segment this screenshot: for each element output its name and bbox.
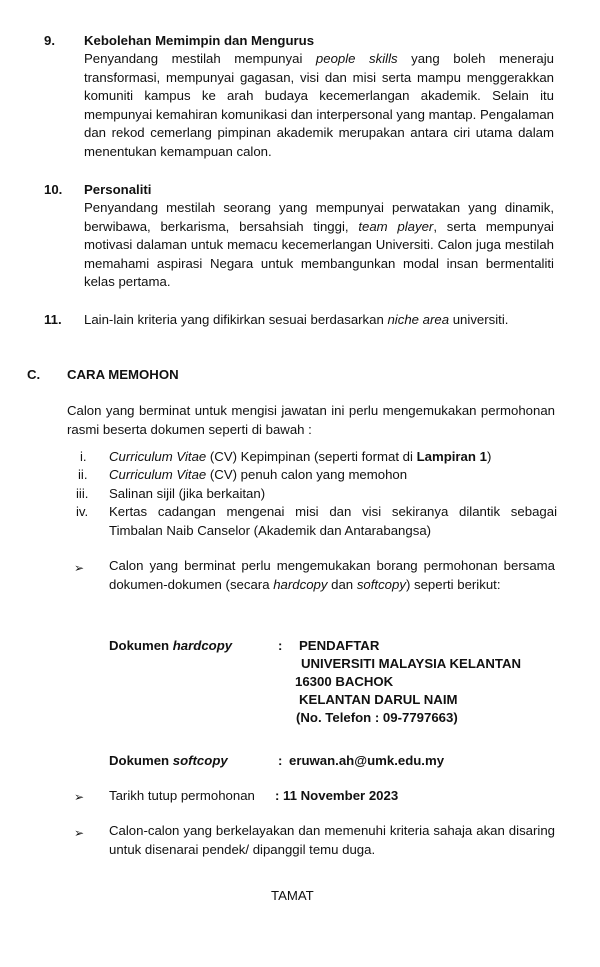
hardcopy-label [109, 637, 232, 656]
shortlist-note: Calon-calon yang berkelayakan dan memenuhi kriteria sahaja akan disaring untuk disenarai pendek/ dipanggil temu duga. [109, 823, 555, 857]
hardcopy-colon: : [278, 638, 283, 653]
doc-item-2-text: Curriculum Vitae (CV) penuh calon yang memohon [109, 467, 408, 482]
item-10-number: 10. [44, 182, 63, 197]
hardcopy-label-prefix: Dokumen [109, 638, 173, 653]
item-11-text: Lain-lain kriteria yang difikirkan sesuai berdasarkan niche area universiti. [84, 312, 509, 327]
documents-list [0, 448, 600, 538]
doc-item-4-text: Kertas cadangan mengenai misi dan visi sekiranya dilantik sebagai Timbalan Naib Canselor (Akademik dan Antarabangsa) [109, 504, 557, 538]
softcopy-label [109, 752, 228, 771]
closing-date-value: : 11 November 2023 [275, 788, 399, 803]
softcopy-colon: : [278, 753, 283, 768]
doc-item-1-text: Curriculum Vitae (CV) Kepimpinan (seperti format di Lampiran 1) [109, 449, 492, 464]
doc-item-4-roman: iv. [76, 504, 89, 519]
address-line-5: (No. Telefon : 09-7797663) [296, 710, 458, 725]
item-9-paragraph: Penyandang mestilah mempunyai people skills yang boleh meneraju transformasi, mempunyai gagasan, visi dan misi serta mampu menggerakkan komuniti kampus ke arah budaya kecemerlangan akademik. Selain itu mempunyai kemahiran komunikasi dan interpersonal yang mantap. Pengalaman dan rekod cemerlang pimpinan akademik merupakan antara ciri utama dalam menentukan kemampuan calon. [84, 51, 555, 159]
address-line-3: 16300 BACHOK [295, 674, 394, 689]
item-9-title: Kebolehan Memimpin dan Mengurus [84, 33, 315, 48]
address-line-4: KELANTAN DARUL NAIM [299, 692, 458, 707]
section-c-letter: C. [27, 367, 41, 382]
doc-item-3-text: Salinan sijil (jika berkaitan) [109, 486, 266, 501]
arrow-bullet-icon: ➢ [74, 790, 85, 804]
doc-item-3-roman: iii. [76, 486, 89, 501]
item-11-number: 11. [44, 312, 62, 327]
item-10-paragraph: Penyandang mestilah seorang yang mempunyai perwatakan yang dinamik, berwibawa, berkarisma, bersahsiah tinggi, team player, serta mempunyai motivasi dalaman untuk memacu kecemerlangan Universiti. Calon juga mestilah memahami aspirasi Negara untuk membangunkan modal insan bermentaliti kelas pertama. [84, 200, 554, 290]
arrow-bullet-icon: ➢ [74, 826, 85, 840]
closing-date-label: Tarikh tutup permohonan [109, 788, 255, 803]
softcopy-label-prefix: Dokumen [109, 753, 173, 768]
softcopy-label-word: softcopy [172, 753, 228, 768]
hardcopy-label-word: hardcopy [172, 638, 233, 653]
doc-item-1-roman: i. [80, 449, 87, 464]
item-10-title: Personaliti [84, 182, 152, 197]
doc-item-2-roman: ii. [78, 467, 88, 482]
item-9-number: 9. [44, 33, 55, 48]
section-c-title: CARA MEMOHON [67, 367, 179, 382]
end-marker: TAMAT [271, 888, 314, 903]
address-line-2: UNIVERSITI MALAYSIA KELANTAN [301, 656, 522, 671]
section-c-intro: Calon yang berminat untuk mengisi jawatan ini perlu mengemukakan permohonan rasmi beserta dokumen seperti di bawah : [67, 403, 555, 437]
arrow-bullet-icon: ➢ [74, 561, 85, 575]
submit-instruction: Calon yang berminat perlu mengemukakan borang permohonan bersama dokumen-dokumen (secara hardcopy dan softcopy) seperti berikut: [109, 558, 555, 592]
address-line-1: PENDAFTAR [299, 638, 380, 653]
softcopy-email: eruwan.ah@umk.edu.my [289, 753, 445, 768]
